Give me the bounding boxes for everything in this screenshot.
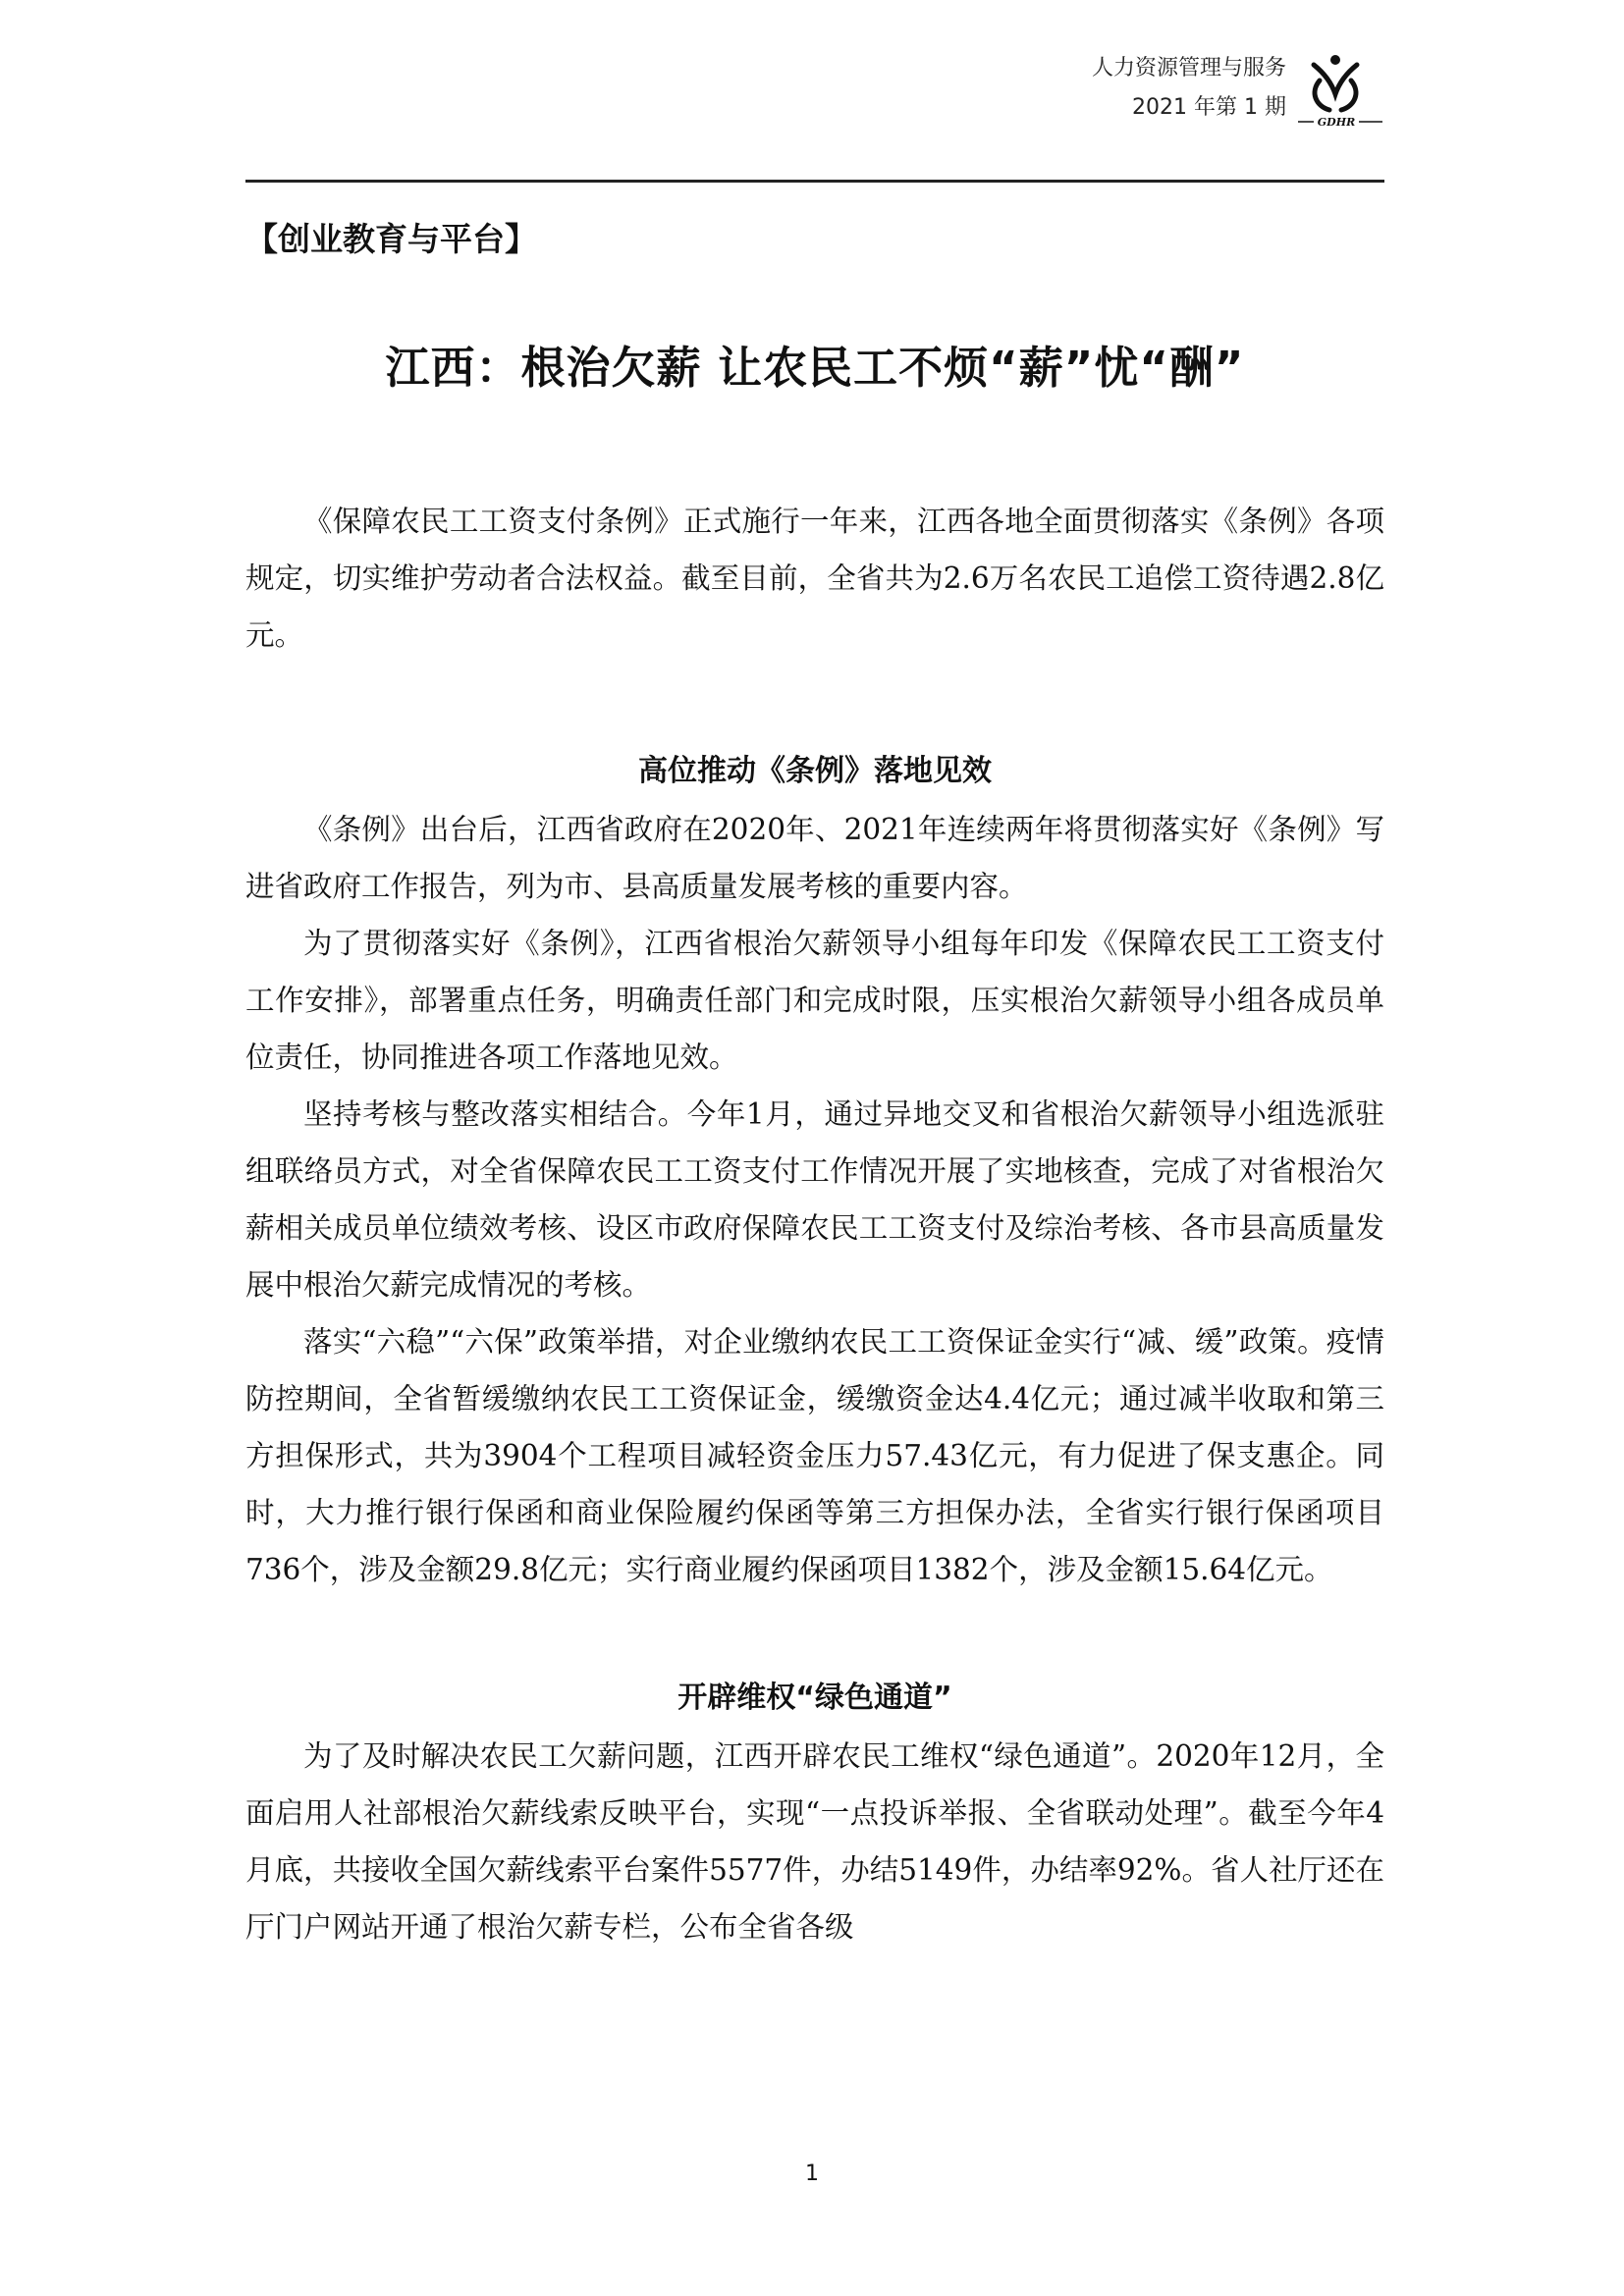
body-paragraph: 为了贯彻落实好《条例》，江西省根治欠薪领导小组每年印发《保障农民工工资支付工作安排》，部署重点任务，明确责任部门和完成时限，压实根治欠薪领导小组各成员单位责任，协同推进各项工作落地见效。 <box>245 927 1384 1074</box>
logo-text: GDHR <box>1317 116 1356 129</box>
body-paragraph: 《条例》出台后，江西省政府在2020年、2021年连续两年将贯彻落实好《条例》写进省政府工作报告，列为市、县高质量发展考核的重要内容。 <box>245 813 1384 903</box>
body-paragraph: 落实“六稳”“六保”政策举措，对企业缴纳农民工工资保证金实行“减、缓”政策。疫情防控期间，全省暂缓缴纳农民工工资保证金，缓缴资金达4.4亿元；通过减半收取和第三方担保形式，共为3904个工程项目减轻资金压力57.43亿元，有力促进了保支惠企。同时，大力推行银行保函和商业保险履约保函等第三方担保办法，全省实行银行保函项目736个，涉及金额29.8亿元；实行商业履约保函项目1382个，涉及金额15.64亿元。 <box>245 1325 1384 1586</box>
page-header <box>245 49 1384 128</box>
body-paragraph: 为了及时解决农民工欠薪问题，江西开辟农民工维权“绿色通道”。2020年12月，全面启用人社部根治欠薪线索反映平台，实现“一点投诉举报、全省联动处理”。截至今年4月底，共接收全国欠薪线索平台案件5577件，办结5149件，办结率92%。省人社厅还在厅门户网站开通了根治欠薪专栏，公布全省各级 <box>245 1739 1384 1944</box>
section2-heading: 开辟维权“绿色通道” <box>677 1681 952 1715</box>
header-divider <box>245 180 1384 183</box>
intro-paragraph: 《保障农民工工资支付条例》正式施行一年来，江西各地全面贯彻落实《条例》各项规定，切实维护劳动者合法权益。截至目前，全省共为2.6万名农民工追偿工资待遇2.8亿元。 <box>245 505 1384 652</box>
body-paragraph: 坚持考核与整改落实相结合。今年1月，通过异地交叉和省根治欠薪领导小组选派驻组联络员方式，对全省保障农民工工资支付工作情况开展了实地核查，完成了对省根治欠薪相关成员单位绩效考核、设区市政府保障农民工工资支付及综治考核、各市县高质量发展中根治欠薪完成情况的考核。 <box>245 1097 1384 1302</box>
issue-number: 2021 年第 1 期 <box>1132 95 1286 120</box>
header-text <box>1092 49 1286 128</box>
article-body <box>245 493 1384 1955</box>
publication-name: 人力资源管理与服务 <box>1091 56 1286 80</box>
page-number: 1 <box>805 2162 819 2186</box>
article-title: 江西：根治欠薪 让农民工不烦“薪”忧“酬” <box>385 342 1245 394</box>
section-label: 【创业教育与平台】 <box>245 220 537 258</box>
gdhr-logo-icon <box>1296 51 1384 130</box>
section1-heading: 高位推动《条例》落地见效 <box>638 754 992 788</box>
